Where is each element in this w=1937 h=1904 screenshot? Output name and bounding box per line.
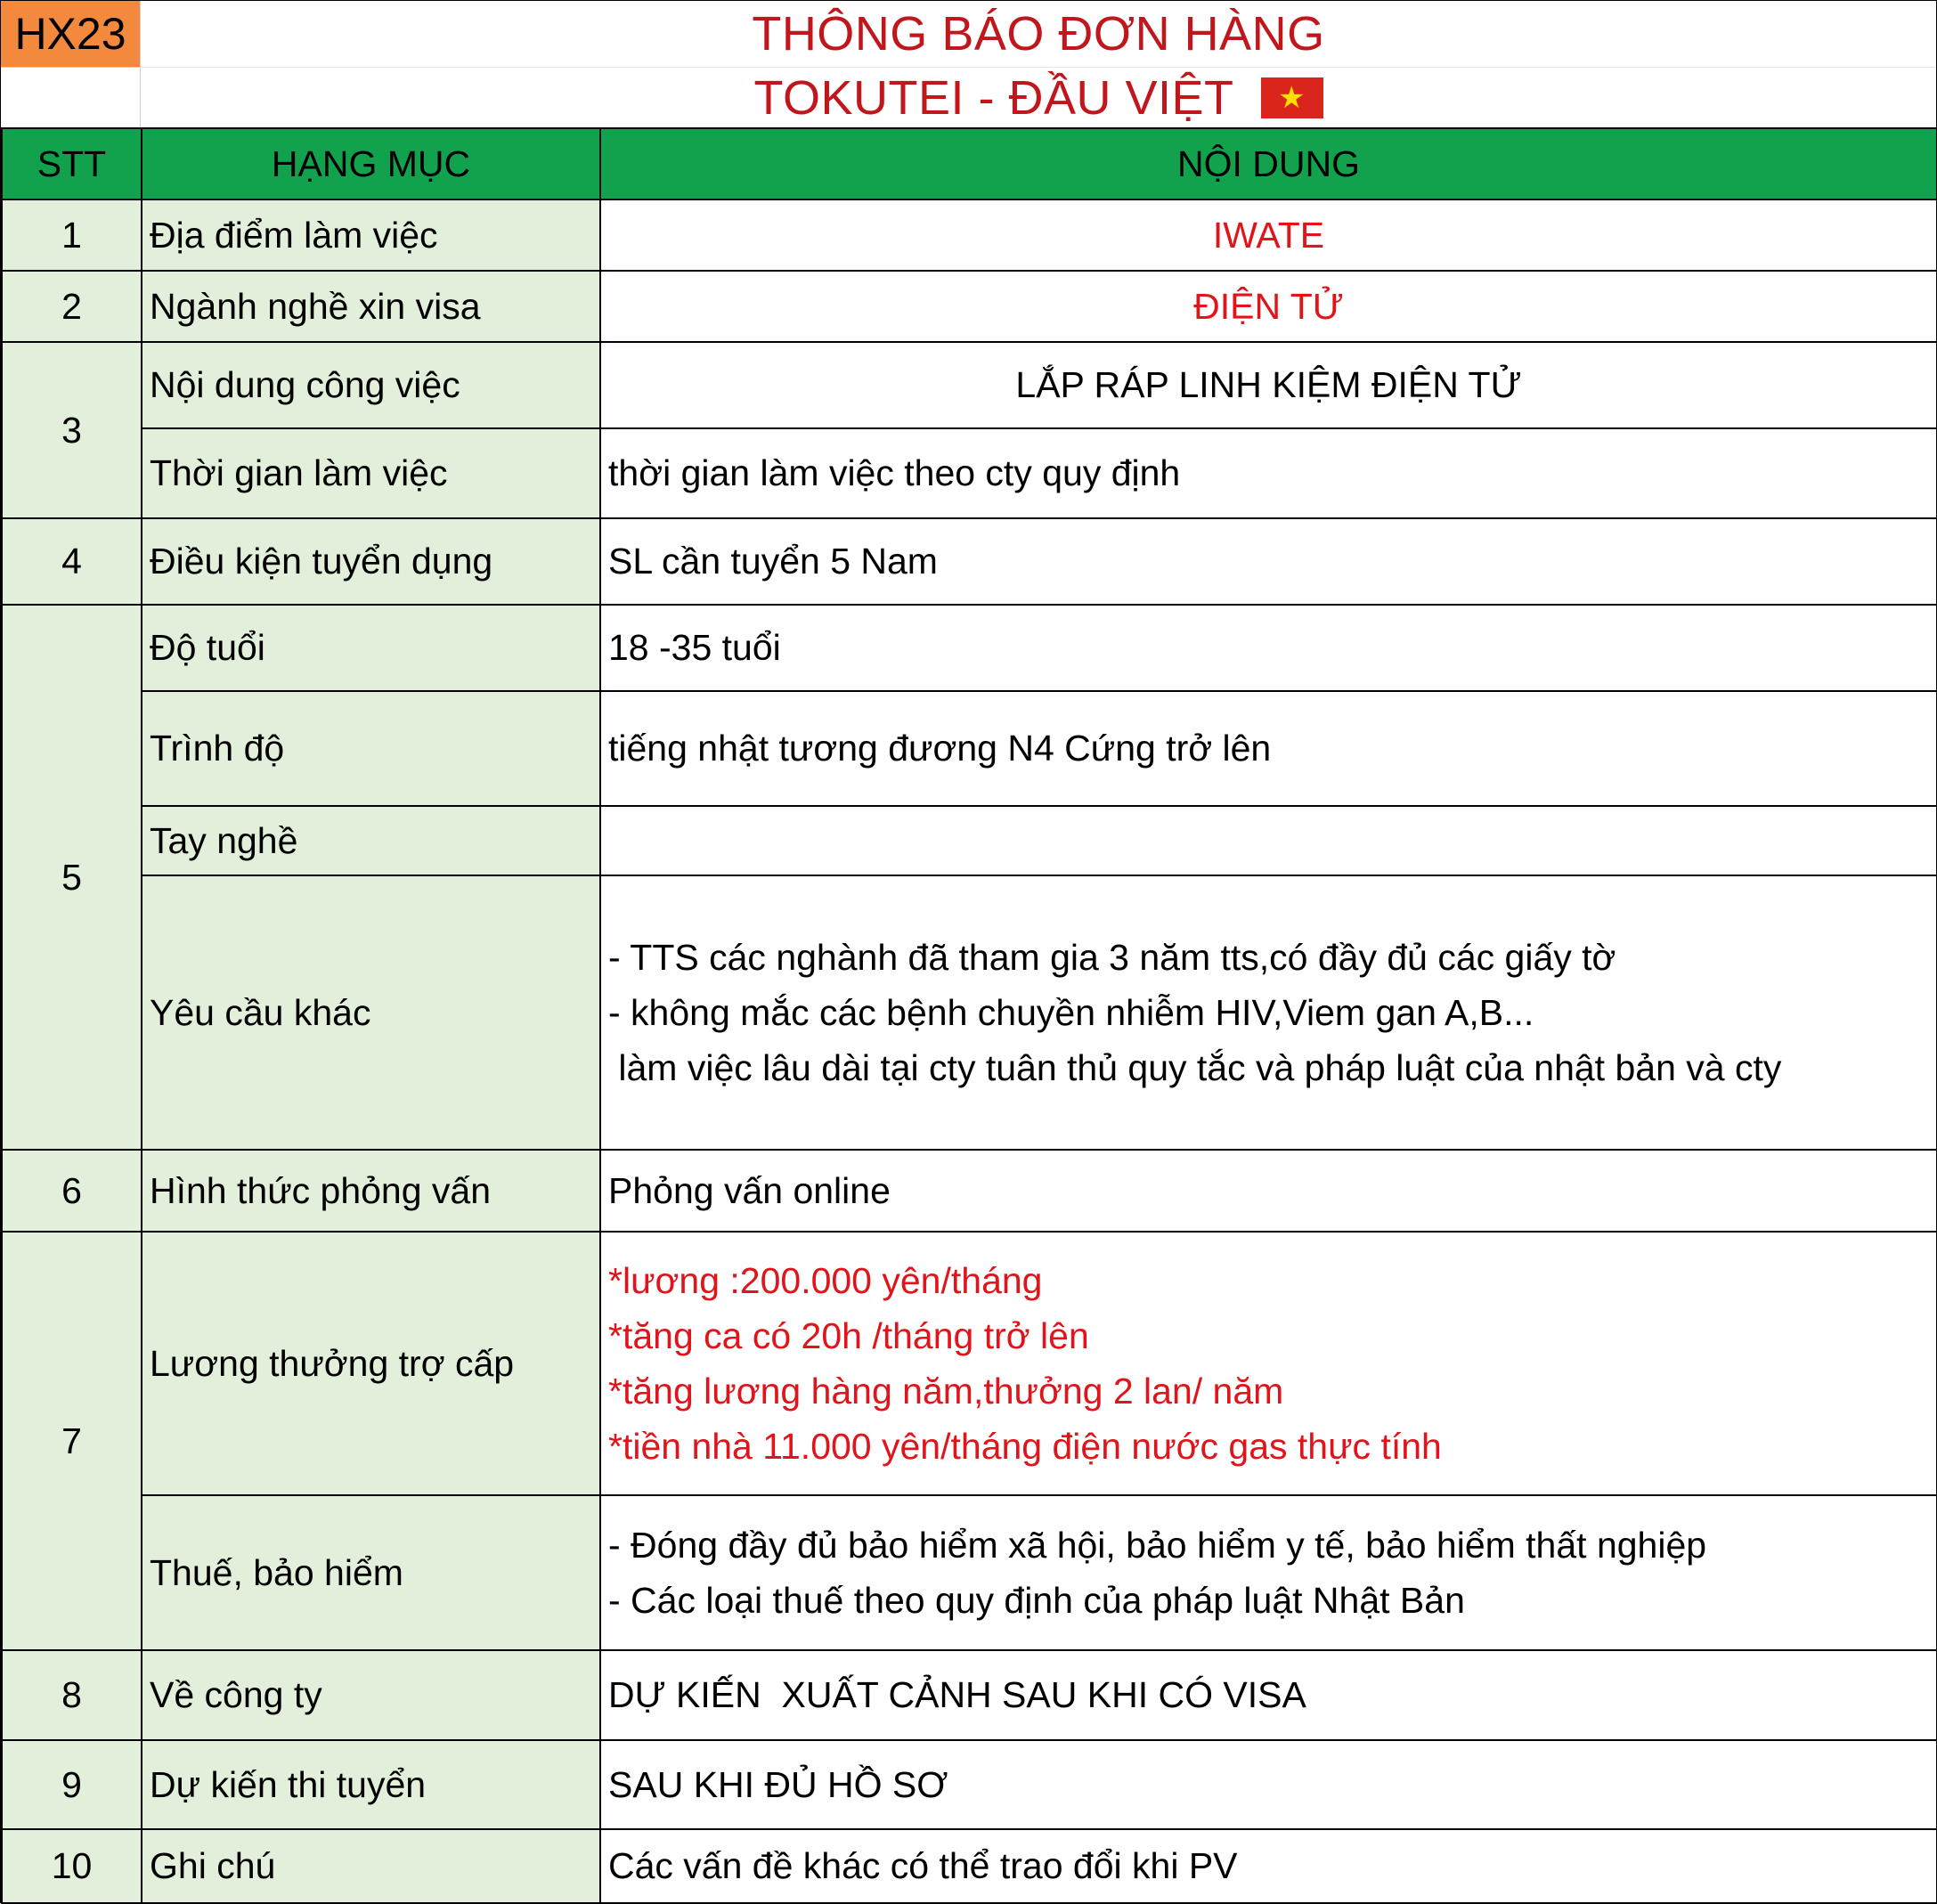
column-header-category: HẠNG MỤC bbox=[142, 128, 600, 199]
column-header-content: NỘI DUNG bbox=[600, 128, 1937, 199]
table-row bbox=[2, 806, 1937, 875]
row-number: 9 bbox=[2, 1740, 142, 1829]
row-content bbox=[600, 1495, 1937, 1650]
title-block bbox=[141, 1, 1936, 127]
row-category: Lương thưởng trợ cấp bbox=[142, 1232, 600, 1495]
row-content: LẮP RÁP LINH KIỆM ĐIỆN TỬ bbox=[600, 342, 1937, 428]
content-line: - Đóng đầy đủ bảo hiểm xã hội, bảo hiểm y tế, bảo hiểm thất nghiệp bbox=[608, 1525, 1707, 1566]
table-row bbox=[2, 691, 1937, 806]
row-content: DỰ KIẾN XUẤT CẢNH SAU KHI CÓ VISA bbox=[600, 1650, 1937, 1740]
content-line: *tăng ca có 20h /tháng trở lên bbox=[608, 1315, 1089, 1356]
row-category: Trình độ bbox=[142, 691, 600, 806]
row-number: 5 bbox=[2, 605, 142, 1150]
row-category: Hình thức phỏng vấn bbox=[142, 1150, 600, 1232]
table-row bbox=[2, 428, 1937, 518]
row-category: Ngành nghề xin visa bbox=[142, 271, 600, 342]
row-content: IWATE bbox=[600, 199, 1937, 271]
row-content: thời gian làm việc theo cty quy định bbox=[600, 428, 1937, 518]
page-title: THÔNG BÁO ĐƠN HÀNG bbox=[141, 1, 1936, 68]
row-category: Dự kiến thi tuyển bbox=[142, 1740, 600, 1829]
content-line: làm việc lâu dài tại cty tuân thủ quy tắc và pháp luật của nhật bản và cty bbox=[608, 1047, 1782, 1088]
table-row bbox=[2, 271, 1937, 342]
row-number: 1 bbox=[2, 199, 142, 271]
content-line: - Các loại thuế theo quy định của pháp luật Nhật Bản bbox=[608, 1580, 1465, 1621]
row-category: Thời gian làm việc bbox=[142, 428, 600, 518]
table-row bbox=[2, 199, 1937, 271]
row-number: 2 bbox=[2, 271, 142, 342]
content-line: *tăng lương hàng năm,thưởng 2 lan/ năm bbox=[608, 1371, 1284, 1412]
row-category: Thuế, bảo hiểm bbox=[142, 1495, 600, 1650]
content-line: *tiền nhà 11.000 yên/tháng điện nước gas thực tính bbox=[608, 1426, 1442, 1467]
row-number: 10 bbox=[2, 1829, 142, 1903]
row-category: Tay nghề bbox=[142, 806, 600, 875]
row-number: 7 bbox=[2, 1232, 142, 1650]
order-code-badge: HX23 bbox=[1, 1, 141, 68]
row-number: 4 bbox=[2, 518, 142, 605]
row-content: Các vấn đề khác có thể trao đổi khi PV bbox=[600, 1829, 1937, 1903]
table-row bbox=[2, 1495, 1937, 1650]
table-row bbox=[2, 518, 1937, 605]
row-content: Phỏng vấn online bbox=[600, 1150, 1937, 1232]
column-header-stt: STT bbox=[2, 128, 142, 199]
table-row bbox=[2, 342, 1937, 428]
row-content bbox=[600, 875, 1937, 1150]
row-category: Về công ty bbox=[142, 1650, 600, 1740]
row-content: 18 -35 tuổi bbox=[600, 605, 1937, 691]
row-category: Nội dung công việc bbox=[142, 342, 600, 428]
table-row bbox=[2, 875, 1937, 1150]
table-row bbox=[2, 1232, 1937, 1495]
row-number: 6 bbox=[2, 1150, 142, 1232]
row-category: Độ tuổi bbox=[142, 605, 600, 691]
row-content: tiếng nhật tương đương N4 Cứng trở lên bbox=[600, 691, 1937, 806]
table-row bbox=[2, 1829, 1937, 1903]
content-line: - không mắc các bệnh chuyền nhiễm HIV,Viem gan A,B... bbox=[608, 992, 1534, 1033]
content-line: *lương :200.000 yên/tháng bbox=[608, 1260, 1043, 1301]
table-row bbox=[2, 1150, 1937, 1232]
row-content bbox=[600, 806, 1937, 875]
row-content: ĐIỆN TỬ bbox=[600, 271, 1937, 342]
row-content: SAU KHI ĐỦ HỒ SƠ bbox=[600, 1740, 1937, 1829]
row-number: 3 bbox=[2, 342, 142, 518]
row-content: SL cần tuyển 5 Nam bbox=[600, 518, 1937, 605]
row-category: Điều kiện tuyển dụng bbox=[142, 518, 600, 605]
table-row bbox=[2, 605, 1937, 691]
table-row bbox=[2, 1650, 1937, 1740]
page-subtitle: TOKUTEI - ĐẦU VIỆT bbox=[753, 70, 1234, 125]
table-row bbox=[2, 1740, 1937, 1829]
row-category: Địa điểm làm việc bbox=[142, 199, 600, 271]
row-category: Ghi chú bbox=[142, 1829, 600, 1903]
row-content bbox=[600, 1232, 1937, 1495]
row-category: Yêu cầu khác bbox=[142, 875, 600, 1150]
content-line: - TTS các nghành đã tham gia 3 năm tts,có đầy đủ các giấy tờ bbox=[608, 937, 1616, 978]
table-header-row bbox=[2, 128, 1937, 199]
page-subtitle-row bbox=[141, 68, 1936, 127]
row-number: 8 bbox=[2, 1650, 142, 1740]
vietnam-flag-icon: ★ bbox=[1261, 77, 1323, 118]
header-left-spacer bbox=[1, 68, 141, 127]
order-table bbox=[1, 127, 1937, 1904]
